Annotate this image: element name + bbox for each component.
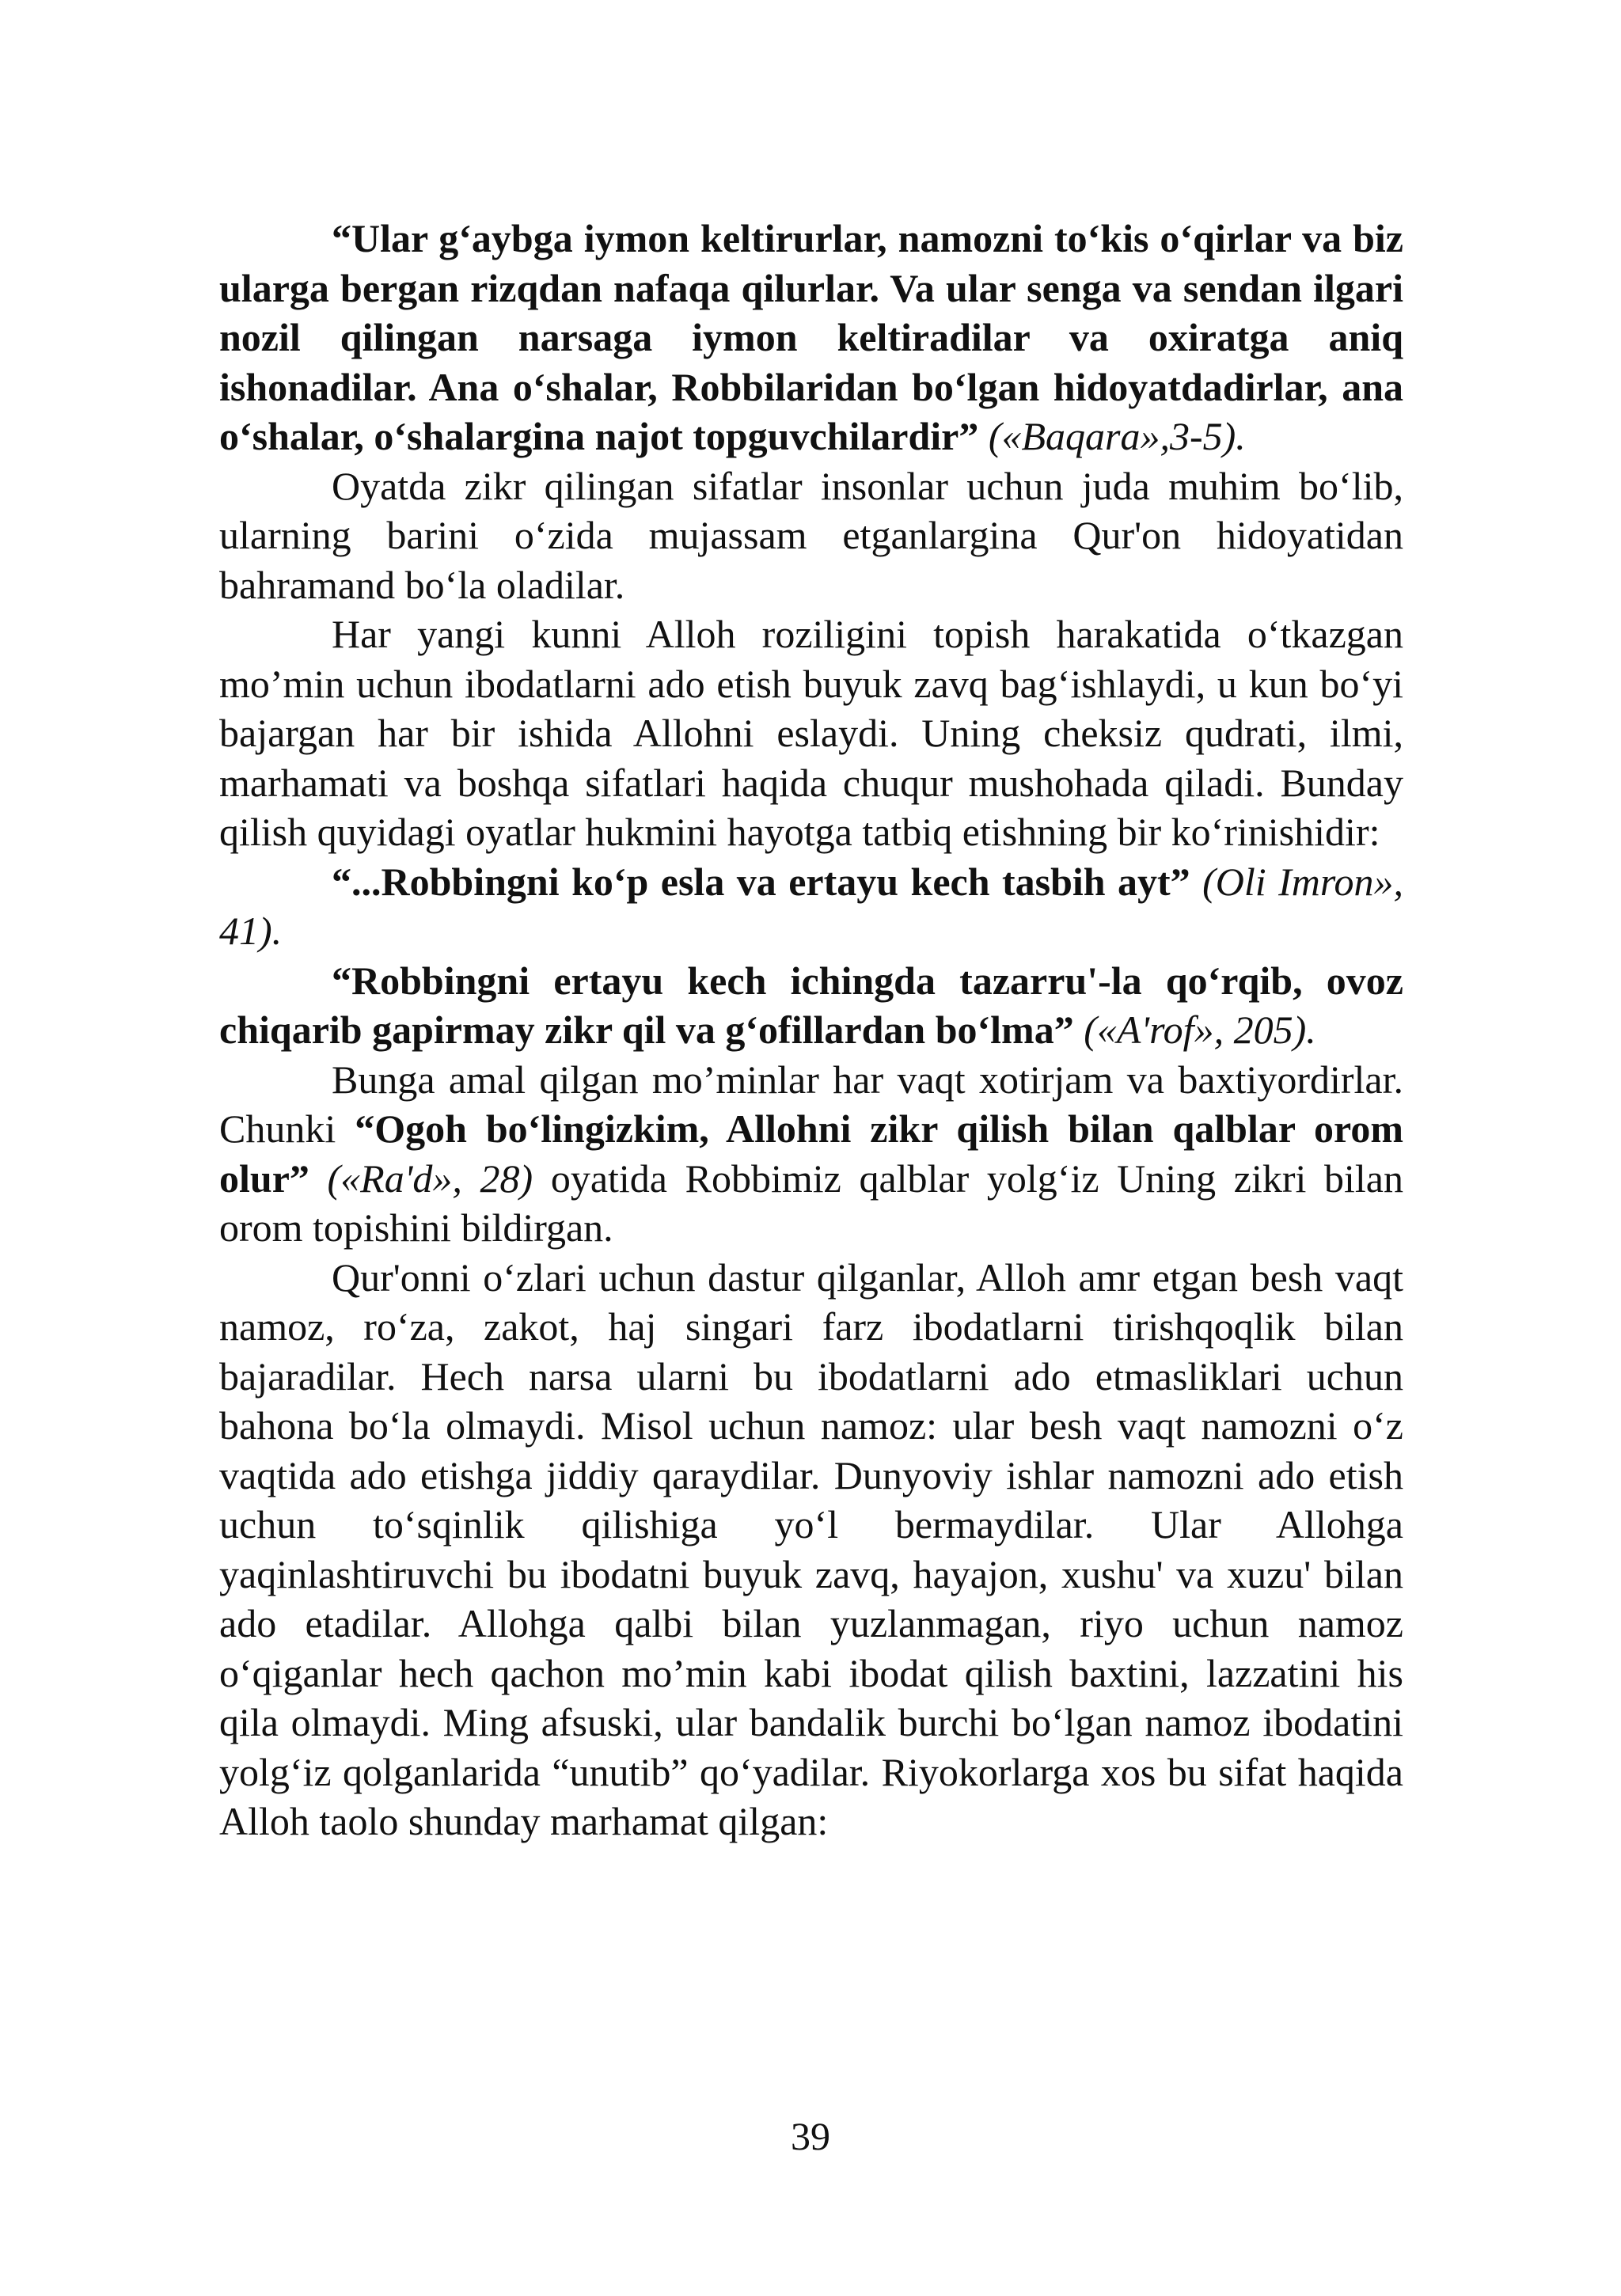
paragraph-commentary [219,461,1403,610]
quote-reference: («Ra'd», 28) [309,1156,533,1201]
paragraph-quote-oli-imron [219,857,1403,956]
quran-quote: “Ular g‘aybga iymon keltirurlar, namozni to‘kis o‘qirlar va biz ularga bergan rizqdan nafaqa qilurlar. Va ular senga va sendan ilgari nozil qilingan narsaga iymon keltiradilar va oxiratga aniq ishonadilar. Ana o‘shalar, Robbilaridan bo‘lgan hidoyatdadirlar, ana o‘shalar, o‘shalargina najot topguvchilardir” [219,216,1403,458]
paragraph-commentary [219,1253,1403,1846]
quran-quote: “Ogoh bo‘lingizkim, Allohni zikr qilish bilan qalblar orom olur” [219,1106,1403,1201]
paragraph-quote-arof [219,956,1403,1055]
quote-reference: («Baqara»,3-5). [978,414,1246,458]
quran-quote: “Robbingni ertayu kech ichingda tazarru'-la qo‘rqib, ovoz chiqarib gapirmay zikr qil va g‘ofillardan bo‘lma” [219,958,1403,1052]
page-number: 39 [791,2114,830,2158]
paragraph-text: Oyatda zikr qilingan sifatlar insonlar uchun juda muhim bo‘lib, ularning barini o‘zida mujassam etganlargina Qur'on hidoyatidan bahramand bo‘la oladilar. [219,463,1403,607]
paragraph-text: Har yangi kunni Alloh roziligini topish harakatida o‘tkazgan mo’min uchun ibodatlarni ado etish buyuk zavq bag‘ishlaydi, u kun bo‘yi bajargan har bir ishida Allohni eslaydi. Uning cheksiz qudrati, ilmi, marhamati va boshqa sifatlari haqida chuqur mushohada qiladi. Bunday qilish quyidagi oyatlar hukmini hayotga tatbiq etishning bir ko‘rinishidir: [219,612,1403,854]
page-body-text [219,214,1403,1846]
quote-reference: (Oli Imron», 41). [219,859,1403,953]
paragraph-text: oyatida Robbimiz qalblar yolg‘iz Uning zikri bilan orom topishini bildirgan. [219,1156,1403,1250]
paragraph-text: Bunga amal qilgan mo’minlar har vaqt xotirjam va baxtiyordirlar. Chunki [219,1057,1403,1151]
paragraph-commentary [219,609,1403,857]
paragraph-quote-baqara [219,214,1403,461]
quran-quote: “...Robbingni ko‘p esla va ertayu kech tasbih ayt” [332,859,1190,904]
paragraph-mixed-rad [219,1055,1403,1253]
quote-reference: («A'rof», 205). [1073,1008,1316,1052]
paragraph-text: Qur'onni o‘zlari uchun dastur qilganlar, Alloh amr etgan besh vaqt namoz, ro‘za, zakot, haj singari farz ibodatlarni tirishqoqlik bilan bajaradilar. Hech narsa ularni bu ibodatlarni ado etmasliklari uchun bahona bo‘la olmaydi. Misol uchun namoz: ular besh vaqt namozni o‘z vaqtida ado etishga jiddiy qaraydilar. Dunyoviy ishlar namozni ado etish uchun to‘sqinlik qilishiga yo‘l bermaydilar. Ular Allohga yaqinlashtiruvchi bu ibodatni buyuk zavq, hayajon, xushu' va xuzu' bilan ado etadilar. Allohga qalbi bilan yuzlanmagan, riyo uchun namoz o‘qiganlar hech qachon mo’min kabi ibodat qilish baxtini, lazzatini his qila olmaydi. Ming afsuski, ular bandalik burchi bo‘lgan namoz ibodatini yolg‘iz qolganlarida “unutib” qo‘yadilar. Riyokorlarga xos bu sifat haqida Alloh taolo shunday marhamat qilgan: [219,1254,1403,1843]
